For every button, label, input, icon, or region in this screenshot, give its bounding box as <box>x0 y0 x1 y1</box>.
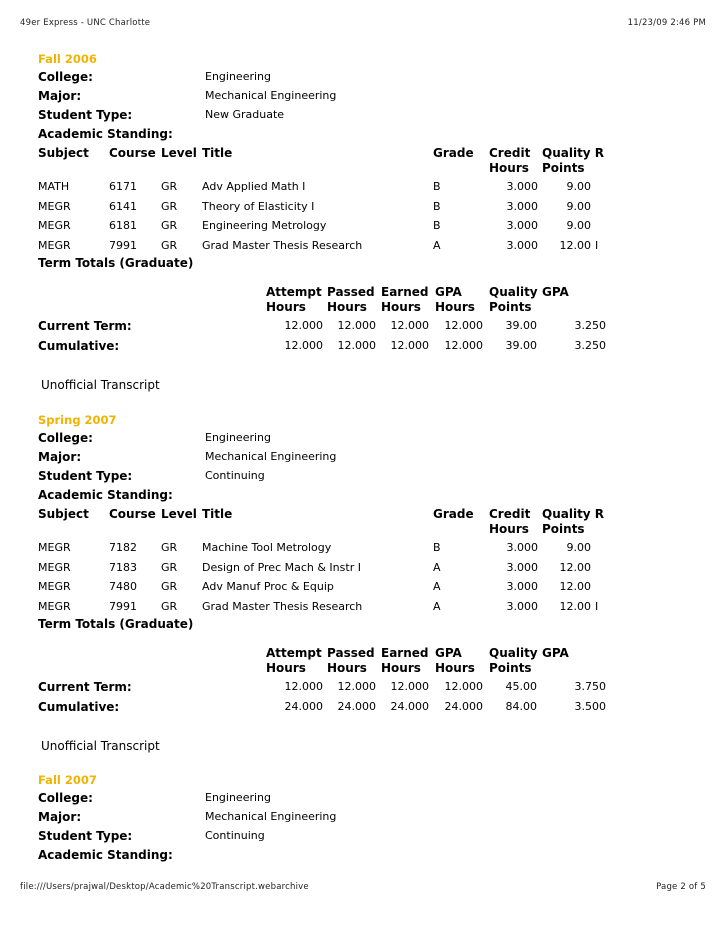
student-type-label: Student Type: <box>38 108 133 122</box>
course-subject: MEGR <box>38 560 71 574</box>
course-credit-hours: 3.000 <box>506 180 538 193</box>
college-value: Engineering <box>205 791 271 804</box>
course-number: 7991 <box>109 599 137 613</box>
col-header-course: Course <box>109 146 156 160</box>
course-grade: B <box>433 180 441 193</box>
current-term-gpa-hours: 12.000 <box>444 319 483 332</box>
course-title: Adv Manuf Proc & Equip <box>202 580 334 593</box>
current-term-gpa: 3.750 <box>574 680 606 693</box>
current-term-label: Current Term: <box>38 680 132 694</box>
course-level: GR <box>161 560 178 574</box>
current-term-earned-hours: 12.000 <box>390 680 429 693</box>
course-credit-hours: 3.000 <box>506 541 538 554</box>
college-value: Engineering <box>205 70 271 83</box>
cumulative-passed-hours: 12.000 <box>337 339 376 352</box>
totals-header-attempt-hours: Hours <box>266 300 306 314</box>
student-type-label: Student Type: <box>38 829 133 843</box>
course-title: Grad Master Thesis Research <box>202 599 363 613</box>
totals-header-attempt: Attempt <box>266 285 322 299</box>
course-grade: A <box>433 238 441 252</box>
col-header-quality-points: Points <box>542 161 585 175</box>
col-header-credit: Credit <box>489 507 531 521</box>
totals-header-gpa-hours: GPA <box>435 646 462 660</box>
course-title: Engineering Metrology <box>202 219 327 232</box>
student-type-value: New Graduate <box>205 108 285 121</box>
totals-header-gpa-hours: GPA <box>435 285 462 299</box>
course-credit-hours: 3.000 <box>506 599 538 613</box>
major-label: Major: <box>38 450 82 464</box>
cumulative-gpa: 3.500 <box>574 700 606 713</box>
totals-header-earned: Earned <box>381 646 429 660</box>
current-term-quality-points: 39.00 <box>505 319 537 332</box>
student-type-value: Continuing <box>205 469 265 482</box>
course-number: 6181 <box>109 219 137 232</box>
course-number: 7183 <box>109 560 137 574</box>
course-credit-hours: 3.000 <box>506 580 538 593</box>
col-header-title: Title <box>202 146 233 160</box>
col-header-subject: Subject <box>38 146 89 160</box>
course-level: GR <box>161 580 178 593</box>
college-label: College: <box>38 431 93 445</box>
course-title: Design of Prec Mach & Instr I <box>202 560 361 574</box>
cumulative-gpa: 3.250 <box>574 339 606 352</box>
cumulative-label: Cumulative: <box>38 339 120 353</box>
cumulative-label: Cumulative: <box>38 700 120 714</box>
col-header-credit-hours: Hours <box>489 161 529 175</box>
unofficial-transcript-label: Unofficial Transcript <box>41 378 160 392</box>
totals-header-gpa: GPA <box>542 646 569 660</box>
course-quality-points: 12.00 <box>559 580 591 593</box>
totals-header-passed: Passed <box>327 285 375 299</box>
course-grade: B <box>433 541 441 554</box>
course-grade: A <box>433 580 441 593</box>
course-grade: B <box>433 219 441 232</box>
course-subject: MEGR <box>38 599 71 613</box>
current-term-label: Current Term: <box>38 319 132 333</box>
course-subject: MEGR <box>38 219 71 232</box>
major-label: Major: <box>38 810 82 824</box>
totals-header-gpa-hours-2: Hours <box>435 300 475 314</box>
course-title: Machine Tool Metrology <box>202 541 332 554</box>
major-value: Mechanical Engineering <box>205 810 337 823</box>
course-grade: B <box>433 199 441 213</box>
col-header-credit-hours: Hours <box>489 522 529 536</box>
totals-header-attempt: Attempt <box>266 646 322 660</box>
cumulative-quality-points: 84.00 <box>505 700 537 713</box>
academic-standing-label: Academic Standing: <box>38 848 173 862</box>
course-level: GR <box>161 199 178 213</box>
current-term-quality-points: 45.00 <box>505 680 537 693</box>
course-grade: A <box>433 560 441 574</box>
term-heading: Spring 2007 <box>38 413 117 427</box>
course-credit-hours: 3.000 <box>506 199 538 213</box>
print-footer-url: file:///Users/prajwal/Desktop/Academic%20Transcript.webarchive <box>20 882 309 892</box>
course-number: 6171 <box>109 180 137 193</box>
print-header-timestamp: 11/23/09 2:46 PM <box>627 18 706 28</box>
totals-header-quality-points: Points <box>489 661 532 675</box>
col-header-quality-points: Points <box>542 522 585 536</box>
col-header-quality: Quality R <box>542 146 605 160</box>
totals-header-quality: Quality <box>489 646 538 660</box>
cumulative-earned-hours: 12.000 <box>390 339 429 352</box>
col-header-credit: Credit <box>489 146 531 160</box>
major-label: Major: <box>38 89 82 103</box>
col-header-quality: Quality R <box>542 507 605 521</box>
col-header-title: Title <box>202 507 233 521</box>
print-header-title: 49er Express - UNC Charlotte <box>20 18 151 28</box>
unofficial-transcript-label: Unofficial Transcript <box>41 739 160 753</box>
col-header-grade: Grade <box>433 507 474 521</box>
totals-header-earned-hours: Hours <box>381 300 421 314</box>
academic-standing-label: Academic Standing: <box>38 127 173 141</box>
course-repeat-flag: I <box>595 599 599 613</box>
course-level: GR <box>161 219 178 232</box>
course-grade: A <box>433 599 441 613</box>
college-label: College: <box>38 791 93 805</box>
totals-header-quality-points: Points <box>489 300 532 314</box>
cumulative-gpa-hours: 12.000 <box>444 339 483 352</box>
course-quality-points: 9.00 <box>566 199 591 213</box>
totals-header-gpa-hours-2: Hours <box>435 661 475 675</box>
course-quality-points: 12.00 <box>559 238 591 252</box>
course-credit-hours: 3.000 <box>506 560 538 574</box>
totals-header-earned-hours: Hours <box>381 661 421 675</box>
course-subject: MATH <box>38 180 70 193</box>
course-quality-points: 12.00 <box>559 560 591 574</box>
current-term-gpa-hours: 12.000 <box>444 680 483 693</box>
major-value: Mechanical Engineering <box>205 89 337 102</box>
course-level: GR <box>161 180 178 193</box>
cumulative-quality-points: 39.00 <box>505 339 537 352</box>
cumulative-earned-hours: 24.000 <box>390 700 429 713</box>
current-term-passed-hours: 12.000 <box>337 319 376 332</box>
course-subject: MEGR <box>38 580 71 593</box>
cumulative-gpa-hours: 24.000 <box>444 700 483 713</box>
col-header-level: Level <box>161 507 197 521</box>
course-title: Theory of Elasticity I <box>202 199 315 213</box>
course-number: 7480 <box>109 580 137 593</box>
course-subject: MEGR <box>38 238 71 252</box>
course-number: 7991 <box>109 238 137 252</box>
student-type-label: Student Type: <box>38 469 133 483</box>
totals-header-passed: Passed <box>327 646 375 660</box>
course-level: GR <box>161 238 178 252</box>
totals-header-earned: Earned <box>381 285 429 299</box>
course-repeat-flag: I <box>595 238 599 252</box>
col-header-course: Course <box>109 507 156 521</box>
major-value: Mechanical Engineering <box>205 450 337 463</box>
academic-standing-label: Academic Standing: <box>38 488 173 502</box>
course-quality-points: 9.00 <box>566 180 591 193</box>
totals-header-gpa: GPA <box>542 285 569 299</box>
totals-header-passed-hours: Hours <box>327 661 367 675</box>
cumulative-attempt-hours: 24.000 <box>284 700 323 713</box>
term-heading: Fall 2007 <box>38 773 97 787</box>
course-level: GR <box>161 599 178 613</box>
cumulative-attempt-hours: 12.000 <box>284 339 323 352</box>
totals-header-passed-hours: Hours <box>327 300 367 314</box>
col-header-level: Level <box>161 146 197 160</box>
student-type-value: Continuing <box>205 829 265 842</box>
totals-header-attempt-hours: Hours <box>266 661 306 675</box>
current-term-attempt-hours: 12.000 <box>284 680 323 693</box>
course-quality-points: 9.00 <box>566 541 591 554</box>
course-quality-points: 9.00 <box>566 219 591 232</box>
current-term-passed-hours: 12.000 <box>337 680 376 693</box>
col-header-grade: Grade <box>433 146 474 160</box>
course-credit-hours: 3.000 <box>506 238 538 252</box>
course-number: 7182 <box>109 541 137 554</box>
current-term-attempt-hours: 12.000 <box>284 319 323 332</box>
course-quality-points: 12.00 <box>559 599 591 613</box>
term-heading: Fall 2006 <box>38 52 97 66</box>
term-totals-label: Term Totals (Graduate) <box>38 617 194 631</box>
term-totals-label: Term Totals (Graduate) <box>38 256 194 270</box>
college-label: College: <box>38 70 93 84</box>
col-header-subject: Subject <box>38 507 89 521</box>
course-credit-hours: 3.000 <box>506 219 538 232</box>
current-term-gpa: 3.250 <box>574 319 606 332</box>
current-term-earned-hours: 12.000 <box>390 319 429 332</box>
course-title: Adv Applied Math I <box>202 180 306 193</box>
course-subject: MEGR <box>38 199 71 213</box>
totals-header-quality: Quality <box>489 285 538 299</box>
course-title: Grad Master Thesis Research <box>202 238 363 252</box>
course-number: 6141 <box>109 199 137 213</box>
college-value: Engineering <box>205 431 271 444</box>
print-footer-page-number: Page 2 of 5 <box>656 882 706 892</box>
cumulative-passed-hours: 24.000 <box>337 700 376 713</box>
course-level: GR <box>161 541 178 554</box>
course-subject: MEGR <box>38 541 71 554</box>
